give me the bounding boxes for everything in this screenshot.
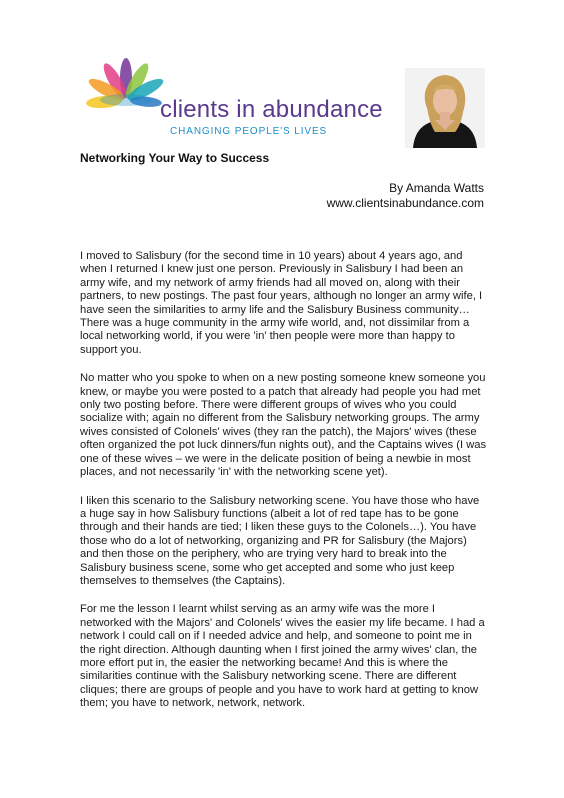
author-line: By Amanda Watts [389, 181, 484, 195]
paragraph: No matter who you spoke to when on a new posting someone knew someone you knew, or maybe you were posted to a patch that already had people you had met only two posting before. There were different groups of wives who you could socialize with; again no different from the Salisbury networking groups. The army wives consisted of Colonels' wives (they ran the patch), the Majors' wives (these often organized the pot luck dinners/fun nights out), and the Captains wives (I was one of these wives – we were in the delicate position of being a newbie in most places, and not necessarily 'in' with the networking scene yet). [80, 372, 487, 479]
brand-logo [82, 50, 383, 140]
paragraph: I moved to Salisbury (for the second time in 10 years) about 4 years ago, and when I returned I knew just one person. Previously in Salisbury I had been an army wife, and my network of army friends had all moved on, along with their partners, to new postings. The past four years, although no longer an army wife, I have seen the similarities to army life and the Salisbury Business community… There was a huge community in the army wife world, and, not dissimilar from a local networking world, if you were 'in' then people were more than happy to support you. [80, 250, 483, 356]
article-body [80, 250, 488, 726]
brand-name: clients in abundance [160, 96, 383, 123]
paragraph: I liken this scenario to the Salisbury networking scene. You have those who have a huge say in how Salisbury functions (albeit a lot of red tape has to be gone through and their hands are tied; I liken these guys to the Colonels…). You have those who do a lot of networking, organizing and PR for Salisbury (the Majors) and then those on the periphery, who are trying very hard to break into the Salisbury business scene, some who get accepted and some who just keep themselves to themselves (the Captains). [80, 494, 480, 587]
paragraph: For me the lesson I learnt whilst serving as an army wife was the more I networked with the Majors' and Colonels' wives the easier my life became. I had a network I could call on if I needed advice and help, and someone to point me in the right direction. Although daunting when I first joined the army wives' clan, the more effort put in, the easier the networking became! And this is where the similarities continue with the Salisbury networking scene. There are different cliques; there are groups of people and you have to work hard at getting to know them; you have to network, network, network. [80, 603, 485, 710]
website-line: www.clientsinabundance.com [326, 196, 484, 210]
brand-tagline: CHANGING PEOPLE'S LIVES [170, 126, 328, 137]
byline [327, 181, 484, 211]
article-title: Networking Your Way to Success [80, 151, 270, 165]
lotus-logo-icon [82, 50, 164, 140]
author-photo [405, 68, 485, 148]
